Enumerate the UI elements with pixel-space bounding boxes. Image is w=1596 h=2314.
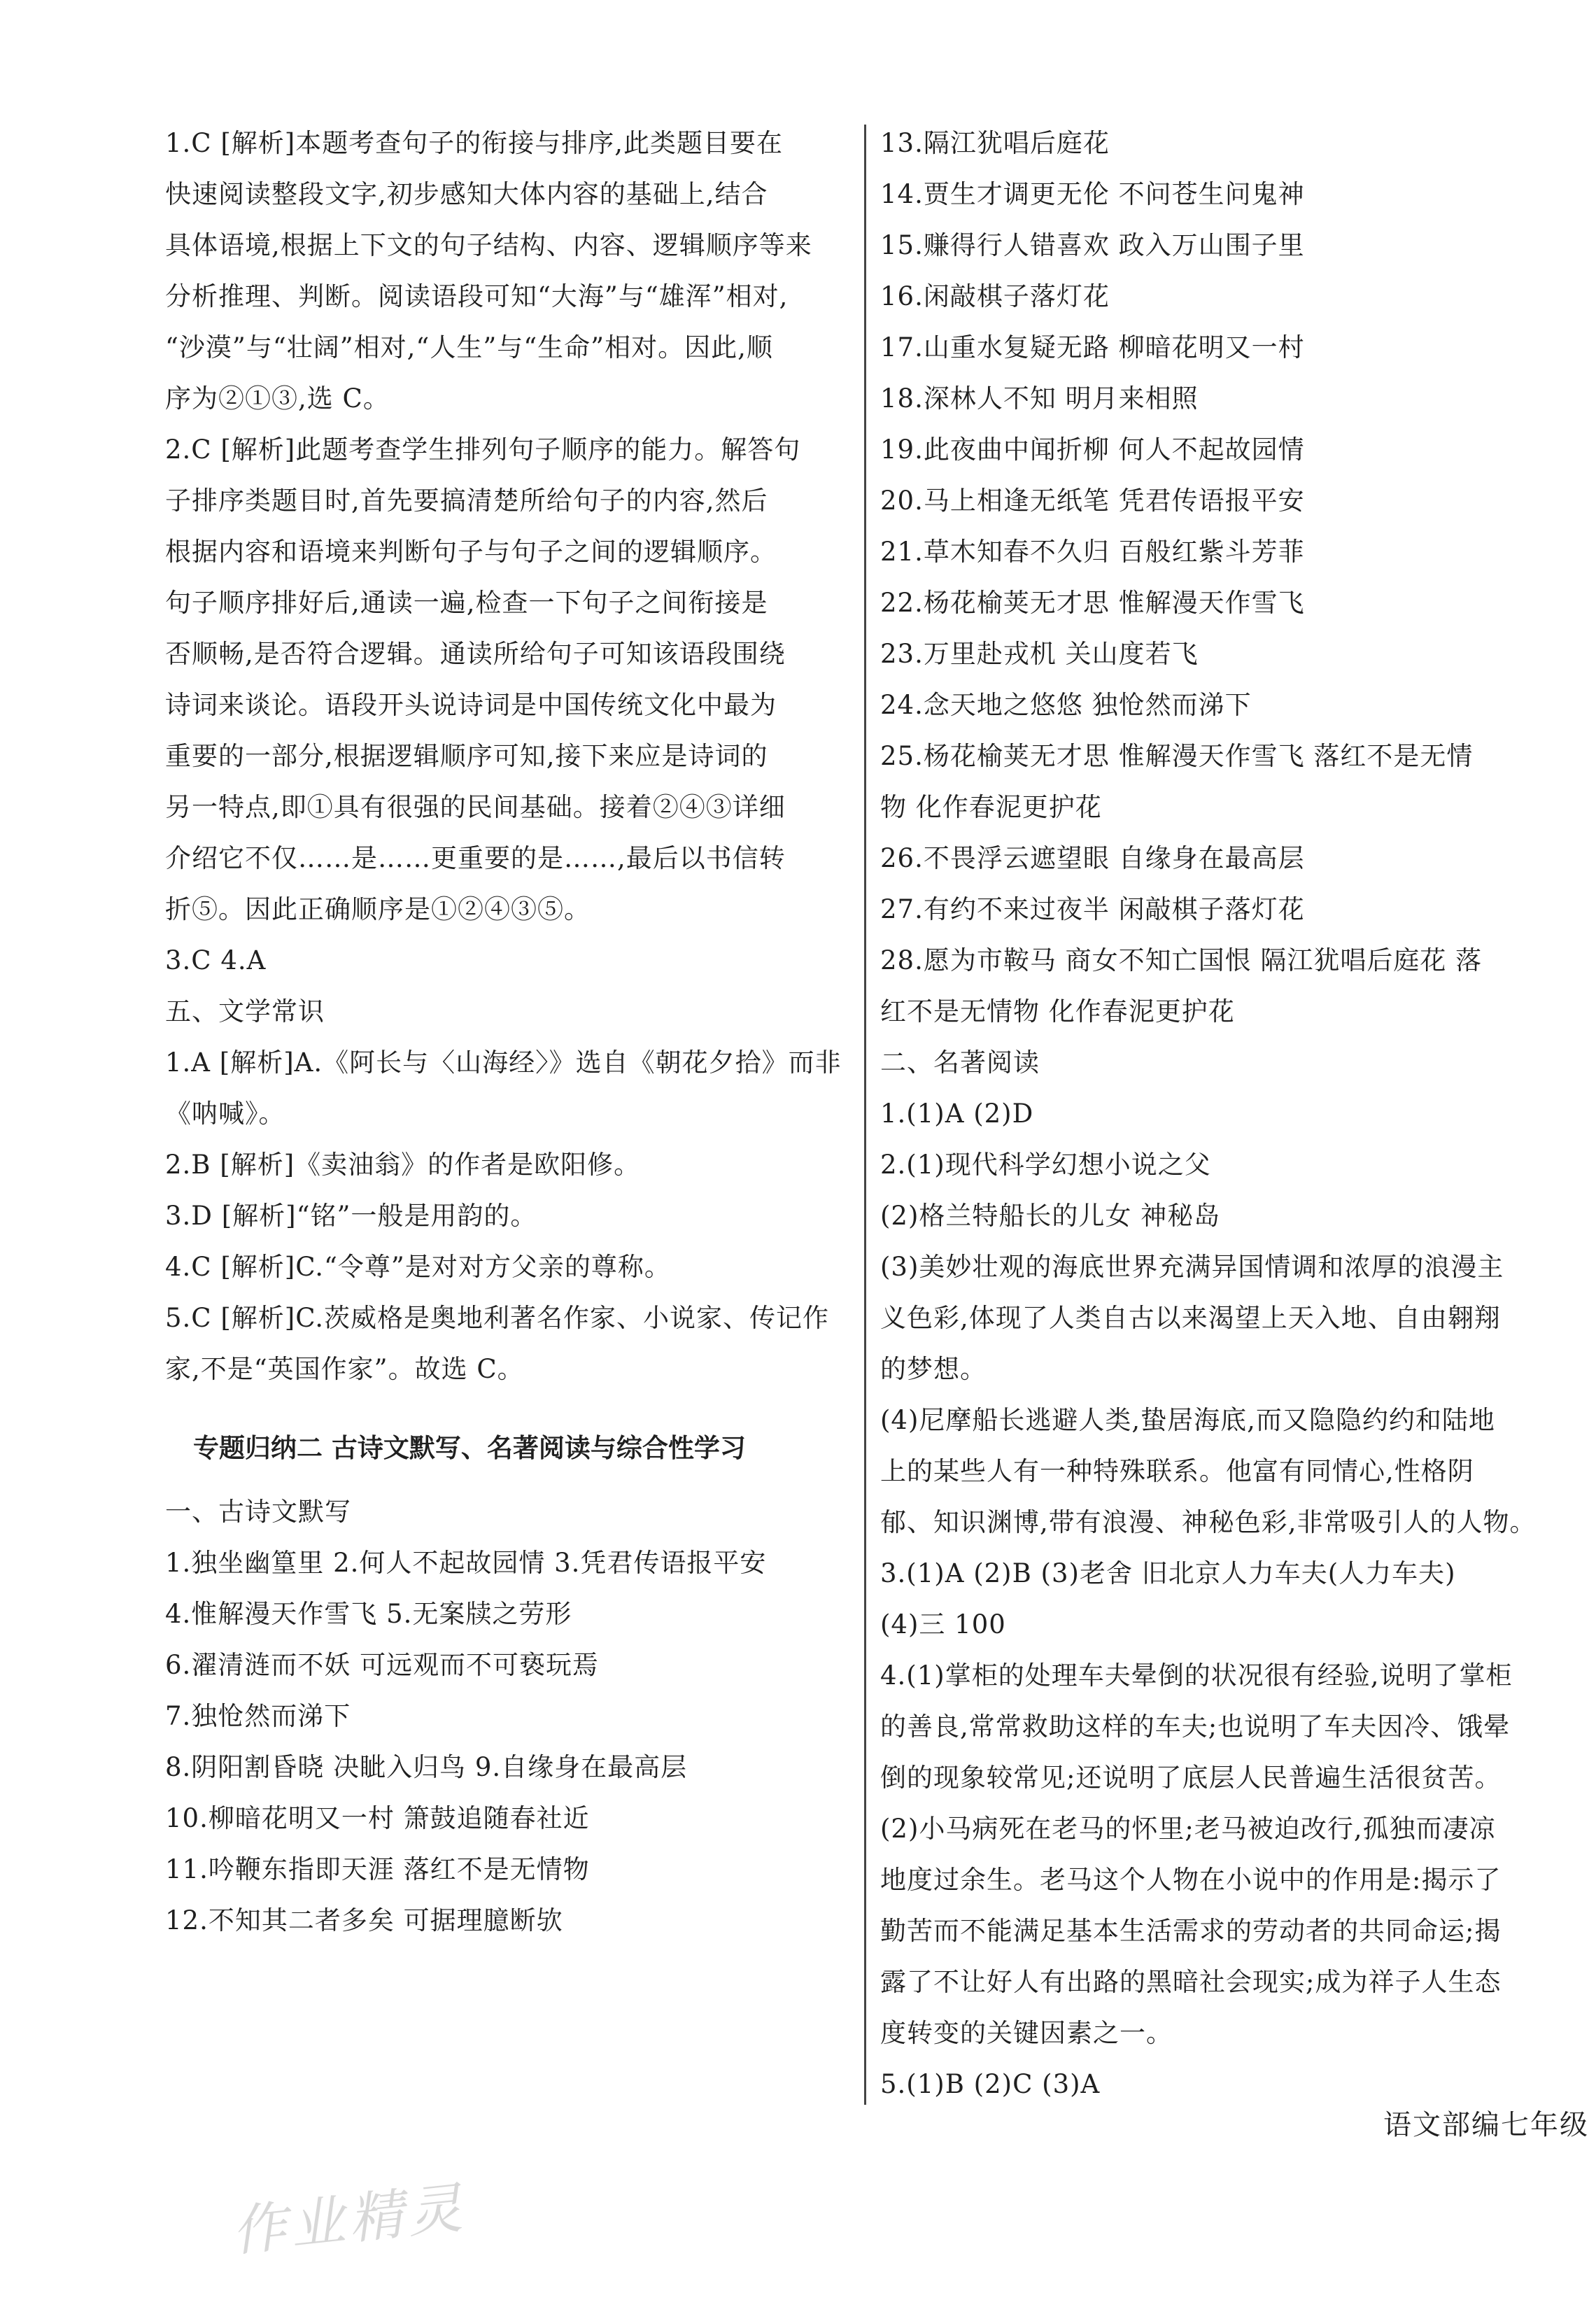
text-line: 分析推理、判断。阅读语段可知“大海”与“雄浑”相对,: [165, 281, 789, 311]
text-line: (4)三 100: [880, 1609, 1006, 1639]
text-line: 7.独怆然而涕下: [165, 1701, 351, 1731]
text-line: 介绍它不仅……是……更重要的是……,最后以书信转: [165, 843, 786, 873]
text-line: (2)小马病死在老马的怀里;老马被迫改行,孤独而凄凉: [880, 1814, 1496, 1844]
text-line: 4.C [解析]C.“令尊”是对对方父亲的尊称。: [165, 1252, 671, 1282]
text-line: 快速阅读整段文字,初步感知大体内容的基础上,结合: [165, 179, 768, 209]
text-line: 3.D [解析]“铭”一般是用韵的。: [165, 1201, 537, 1231]
text-line: 15.赚得行人错喜欢 政入万山围子里: [880, 230, 1305, 260]
column-divider: [864, 125, 866, 2105]
section-heading: 专题归纳二 古诗文默写、名著阅读与综合性学习: [193, 1433, 746, 1463]
text-line: (2)格兰特船长的儿女 神秘岛: [880, 1201, 1221, 1231]
text-line: 2.B [解析]《卖油翁》的作者是欧阳修。: [165, 1150, 641, 1180]
text-line: 具体语境,根据上下文的句子结构、内容、逻辑顺序等来: [165, 230, 812, 260]
text-line: 3.C 4.A: [165, 945, 267, 975]
text-line: 2.C [解析]此题考查学生排列句子顺序的能力。解答句: [165, 435, 801, 465]
text-line: 1.C [解析]本题考查句子的衔接与排序,此类题目要在: [165, 128, 784, 158]
text-line: 26.不畏浮云遮望眼 自缘身在最高层: [880, 843, 1305, 873]
left-column: [165, 118, 865, 1946]
text-line: 子排序类题目时,首先要搞清楚所给句子的内容,然后: [165, 486, 768, 516]
text-line: 14.贾生才调更无伦 不问苍生问鬼神: [880, 179, 1305, 209]
text-line: 8.阴阳割昏晓 决眦入归鸟 9.自缘身在最高层: [165, 1752, 688, 1782]
text-line: 五、文学常识: [165, 996, 325, 1027]
text-line: 红不是无情物 化作春泥更护花: [880, 996, 1235, 1027]
text-line: 11.吟鞭东指即天涯 落红不是无情物: [165, 1854, 590, 1884]
text-line: 上的某些人有一种特殊联系。他富有同情心,性格阴: [880, 1456, 1474, 1486]
text-line: 的善良,常常救助这样的车夫;也说明了车夫因冷、饿晕: [880, 1712, 1511, 1742]
watermark: 作业精灵: [228, 2176, 469, 2264]
text-line: 19.此夜曲中闻折柳 何人不起故园情: [880, 435, 1305, 465]
text-line: 根据内容和语境来判断句子与句子之间的逻辑顺序。: [165, 537, 777, 567]
text-line: 勤苦而不能满足基本生活需求的劳动者的共同命运;揭: [880, 1916, 1502, 1946]
text-line: 度转变的关键因素之一。: [880, 2018, 1173, 2048]
text-line: 23.万里赴戎机 关山度若飞: [880, 639, 1199, 669]
text-line: 28.愿为市鞍马 商女不知亡国恨 隔江犹唱后庭花 落: [880, 945, 1483, 975]
text-line: 诗词来谈论。语段开头说诗词是中国传统文化中最为: [165, 690, 777, 720]
page-footer: 语文部编七年级: [1383, 2109, 1589, 2141]
text-line: 6.濯清涟而不妖 可远观而不可亵玩焉: [165, 1650, 600, 1680]
text-line: 12.不知其二者多矣 可据理臆断欤: [165, 1905, 563, 1935]
text-line: 10.柳暗花明又一村 箫鼓追随春社近: [165, 1803, 590, 1833]
text-line: 地度过余生。老马这个人物在小说中的作用是:揭示了: [880, 1865, 1502, 1895]
text-line: 4.惟解漫天作雪飞 5.无案牍之劳形: [165, 1599, 572, 1629]
text-line: 折⑤。因此正确顺序是①②④③⑤。: [165, 894, 591, 924]
text-line: 2.(1)现代科学幻想小说之父: [880, 1150, 1211, 1180]
text-line: (3)美妙壮观的海底世界充满异国情调和浓厚的浪漫主: [880, 1252, 1504, 1282]
text-line: 1.A [解析]A.《阿长与〈山海经〉》选自《朝花夕拾》而非: [165, 1047, 842, 1078]
text-line: 二、名著阅读: [880, 1047, 1040, 1078]
text-line: 一、古诗文默写: [165, 1497, 351, 1527]
text-line: 27.有约不来过夜半 闲敲棋子落灯花: [880, 894, 1305, 924]
text-line: 5.(1)B (2)C (3)A: [880, 2069, 1101, 2099]
text-line: 《呐喊》。: [165, 1099, 285, 1129]
text-line: 21.草木知春不久归 百般红紫斗芳菲: [880, 537, 1305, 567]
text-line: 家,不是“英国作家”。故选 C。: [165, 1354, 524, 1384]
text-line: 否顺畅,是否符合逻辑。通读所给句子可知该语段围绕: [165, 639, 786, 669]
text-line: 的梦想。: [880, 1354, 987, 1384]
text-line: 3.(1)A (2)B (3)老舍 旧北京人力车夫(人力车夫): [880, 1558, 1456, 1588]
text-line: 25.杨花榆荚无才思 惟解漫天作雪飞 落红不是无情: [880, 741, 1474, 771]
text-line: 16.闲敲棋子落灯花: [880, 281, 1110, 311]
text-line: 另一特点,即①具有很强的民间基础。接着②④③详细: [165, 792, 786, 822]
text-line: 郁、知识渊博,带有浪漫、神秘色彩,非常吸引人的人物。: [880, 1507, 1537, 1537]
text-line: 序为②①③,选 C。: [165, 383, 390, 414]
text-line: 露了不让好人有出路的黑暗社会现实;成为祥子人生态: [880, 1967, 1502, 1997]
text-line: 1.独坐幽篁里 2.何人不起故园情 3.凭君传语报平安: [165, 1548, 767, 1578]
text-line: 13.隔江犹唱后庭花: [880, 128, 1110, 158]
text-line: 20.马上相逢无纸笔 凭君传语报平安: [880, 486, 1305, 516]
text-line: “沙漠”与“壮阔”相对,“人生”与“生命”相对。因此,顺: [165, 332, 773, 362]
text-line: 18.深林人不知 明月来相照: [880, 383, 1199, 414]
text-line: 重要的一部分,根据逻辑顺序可知,接下来应是诗词的: [165, 741, 768, 771]
text-line: 22.杨花榆荚无才思 惟解漫天作雪飞: [880, 588, 1305, 618]
text-line: (4)尼摩船长逃避人类,蛰居海底,而又隐隐约约和陆地: [880, 1405, 1495, 1435]
right-column: [880, 118, 1590, 2110]
text-line: 5.C [解析]C.茨威格是奥地利著名作家、小说家、传记作: [165, 1303, 829, 1333]
text-line: 倒的现象较常见;还说明了底层人民普遍生活很贫苦。: [880, 1763, 1502, 1793]
text-line: 1.(1)A (2)D: [880, 1099, 1034, 1129]
text-line: 物 化作春泥更护花: [880, 792, 1102, 822]
text-line: 4.(1)掌柜的处理车夫晕倒的状况很有经验,说明了掌柜: [880, 1660, 1513, 1691]
text-line: 24.念天地之悠悠 独怆然而涕下: [880, 690, 1252, 720]
text-line: 义色彩,体现了人类自古以来渴望上天入地、自由翱翔: [880, 1303, 1501, 1333]
text-line: 句子顺序排好后,通读一遍,检查一下句子之间衔接是: [165, 588, 768, 618]
text-line: 17.山重水复疑无路 柳暗花明又一村: [880, 332, 1305, 362]
